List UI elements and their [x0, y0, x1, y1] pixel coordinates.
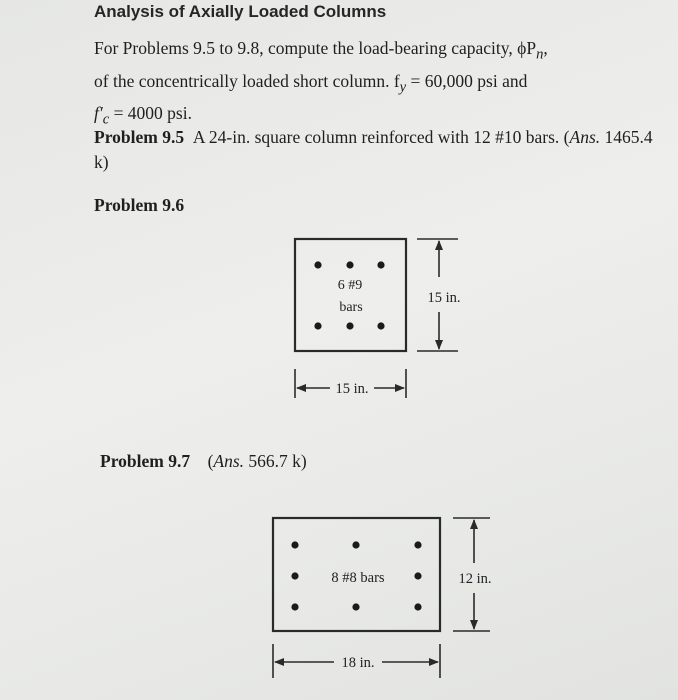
intro-line-3: $f'_c = 4000$ psi. [94, 103, 192, 128]
rebar-dot [291, 541, 298, 548]
width-label-9-7: 18 in. [341, 655, 375, 671]
rebar-dot [377, 322, 384, 329]
rebar-dot [414, 603, 421, 610]
problem-9-7-label: Problem 9.7 [100, 451, 191, 471]
arrow-right-icon [429, 658, 439, 666]
rebar-dot [352, 603, 359, 610]
rebar-dot [414, 541, 421, 548]
height-label-9-6: 15 in. [427, 290, 461, 306]
section-heading: Analysis of Axially Loaded Columns [94, 2, 387, 21]
bars-label-9-6-line1: 6 #9 [337, 278, 363, 293]
problem-9-5-label: Problem 9.5 [94, 127, 185, 147]
rebar-dot [314, 322, 321, 329]
intro-line-1: For Problems 9.5 to 9.8, compute the load-bearing capacity, $\phi P_n$, [94, 38, 548, 63]
arrow-left-icon [296, 384, 306, 392]
width-label-9-6: 15 in. [335, 381, 369, 397]
problem-9-7: Problem 9.7 (Ans. 566.7 k) [100, 451, 307, 471]
problem-9-6-label: Problem 9.6 [94, 195, 185, 215]
column-section-9-6 [295, 239, 406, 351]
arrow-right-icon [395, 384, 405, 392]
rebar-group-9-6 [314, 261, 384, 329]
arrow-up-icon [470, 519, 478, 529]
arrow-up-icon [435, 240, 443, 250]
rebar-dot [352, 541, 359, 548]
rebar-dot [346, 261, 353, 268]
rebar-dot [377, 261, 384, 268]
height-label-9-7: 12 in. [458, 571, 492, 587]
arrow-down-icon [435, 340, 443, 350]
intro-line-2: of the concentrically loaded short column. $f_y = 60,000$ psi and [94, 70, 528, 95]
rebar-dot [414, 572, 421, 579]
bars-label-9-7: 8 #8 bars [331, 570, 385, 586]
rebar-dot [291, 603, 298, 610]
rebar-dot [346, 322, 353, 329]
arrow-down-icon [470, 620, 478, 630]
rebar-dot [291, 572, 298, 579]
problem-9-5: Problem 9.5 A 24-in. square column reinforced with 12 #10 bars. (Ans. 1465.4 k) [94, 127, 653, 172]
rebar-dot [314, 261, 321, 268]
bars-label-9-6-line2: bars [339, 300, 363, 315]
arrow-left-icon [274, 658, 284, 666]
problem-9-5-text: A 24-in. square column reinforced with 12 #10 bars. ( [192, 127, 570, 147]
